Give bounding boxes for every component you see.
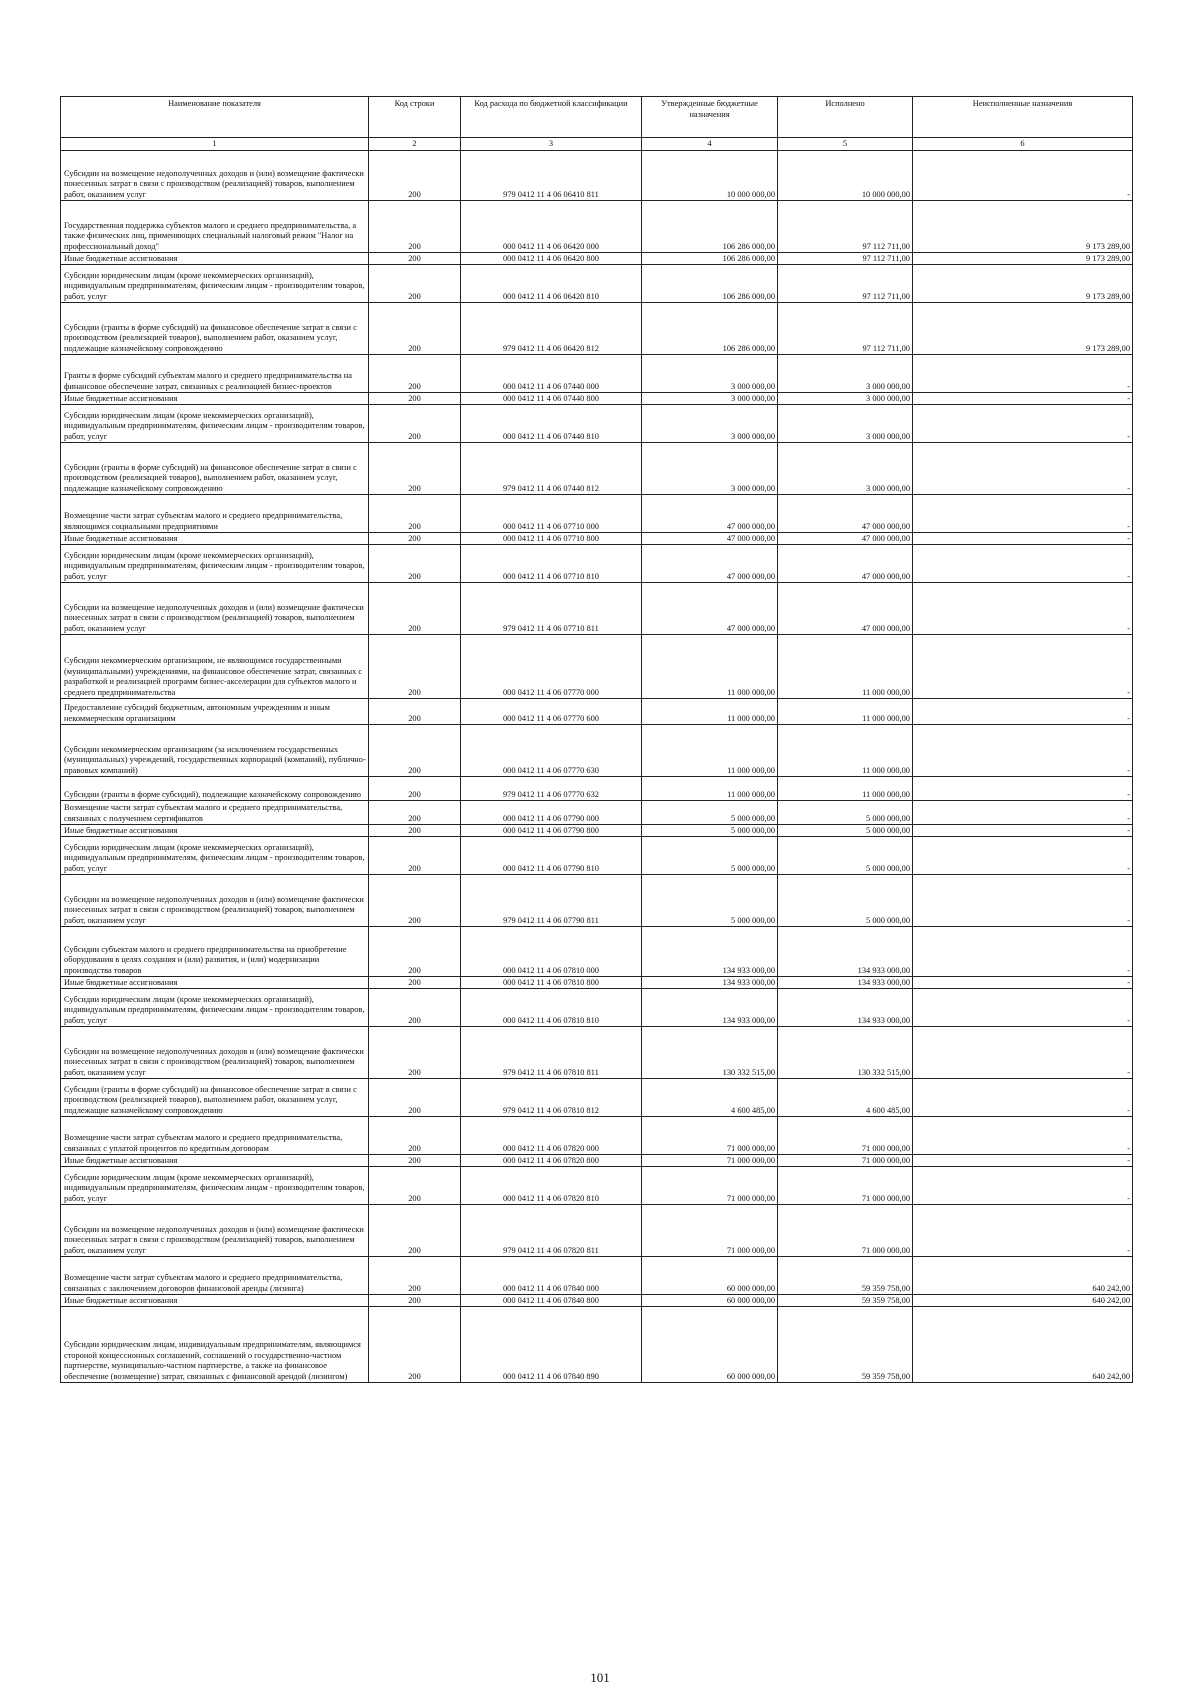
budget-code: 000 0412 11 4 06 07820 000 — [461, 1117, 642, 1155]
budget-code: 000 0412 11 4 06 07710 810 — [461, 545, 642, 583]
line-code: 200 — [369, 801, 461, 825]
executed-amount: 97 112 711,00 — [778, 201, 913, 253]
unexecuted-amount: - — [913, 875, 1133, 927]
executed-amount: 11 000 000,00 — [778, 699, 913, 725]
header-cell: Исполнено — [778, 97, 913, 138]
unexecuted-amount: - — [913, 837, 1133, 875]
budget-code: 000 0412 11 4 06 07840 890 — [461, 1307, 642, 1383]
line-code: 200 — [369, 927, 461, 977]
indicator-name: Субсидии юридическим лицам (кроме некоммерческих организаций), индивидуальным предпринимателям, физическим лицам - производителям товаров, работ, услуг — [61, 989, 369, 1027]
indicator-name: Предоставление субсидий бюджетным, автономным учреждениям и иным некоммерческим организациям — [61, 699, 369, 725]
column-number: 3 — [461, 138, 642, 151]
line-code: 200 — [369, 405, 461, 443]
approved-amount: 47 000 000,00 — [642, 583, 778, 635]
indicator-name: Иные бюджетные ассигнования — [61, 1295, 369, 1307]
unexecuted-amount: - — [913, 989, 1133, 1027]
indicator-name: Субсидии на возмещение недополученных доходов и (или) возмещение фактически понесенных затрат в связи с производством (реализацией) товаров, выполнением работ, оказанием услуг — [61, 1205, 369, 1257]
line-code: 200 — [369, 443, 461, 495]
executed-amount: 47 000 000,00 — [778, 583, 913, 635]
table-row — [61, 777, 1133, 801]
budget-code: 979 0412 11 4 06 06420 812 — [461, 303, 642, 355]
executed-amount: 71 000 000,00 — [778, 1117, 913, 1155]
indicator-name: Возмещение части затрат субъектам малого и среднего предпринимательства, связанных с уплатой процентов по кредитным договорам — [61, 1117, 369, 1155]
executed-amount: 47 000 000,00 — [778, 495, 913, 533]
line-code: 200 — [369, 1205, 461, 1257]
table-row — [61, 1307, 1133, 1383]
table-row — [61, 151, 1133, 201]
budget-code: 000 0412 11 4 06 07770 630 — [461, 725, 642, 777]
line-code: 200 — [369, 303, 461, 355]
header-cell: Наименование показателя — [61, 97, 369, 138]
line-code: 200 — [369, 1117, 461, 1155]
table-row — [61, 1079, 1133, 1117]
line-code: 200 — [369, 583, 461, 635]
table-row — [61, 495, 1133, 533]
executed-amount: 134 933 000,00 — [778, 927, 913, 977]
indicator-name: Субсидии юридическим лицам, индивидуальным предпринимателям, являющимся стороной концессионных соглашений, соглашений о государственно-частном партнерстве, муниципально-частном партнерстве, а также на финансовое обеспечение (возмещение) затрат, связанных с финансовой арендой (лизингом) — [61, 1307, 369, 1383]
unexecuted-amount: 9 173 289,00 — [913, 265, 1133, 303]
unexecuted-amount: 640 242,00 — [913, 1295, 1133, 1307]
approved-amount: 5 000 000,00 — [642, 875, 778, 927]
unexecuted-amount: - — [913, 1167, 1133, 1205]
budget-code: 000 0412 11 4 06 07840 000 — [461, 1257, 642, 1295]
line-code: 200 — [369, 837, 461, 875]
budget-code: 000 0412 11 4 06 07810 000 — [461, 927, 642, 977]
table-row — [61, 545, 1133, 583]
budget-code: 979 0412 11 4 06 07790 811 — [461, 875, 642, 927]
column-number: 6 — [913, 138, 1133, 151]
indicator-name: Иные бюджетные ассигнования — [61, 1155, 369, 1167]
unexecuted-amount: - — [913, 545, 1133, 583]
executed-amount: 71 000 000,00 — [778, 1155, 913, 1167]
approved-amount: 106 286 000,00 — [642, 265, 778, 303]
table-row — [61, 253, 1133, 265]
approved-amount: 10 000 000,00 — [642, 151, 778, 201]
budget-code: 000 0412 11 4 06 07770 600 — [461, 699, 642, 725]
unexecuted-amount: - — [913, 533, 1133, 545]
budget-code: 000 0412 11 4 06 06420 000 — [461, 201, 642, 253]
approved-amount: 71 000 000,00 — [642, 1117, 778, 1155]
budget-code: 979 0412 11 4 06 07440 812 — [461, 443, 642, 495]
line-code: 200 — [369, 265, 461, 303]
executed-amount: 59 359 758,00 — [778, 1307, 913, 1383]
budget-code: 979 0412 11 4 06 07810 812 — [461, 1079, 642, 1117]
indicator-name: Иные бюджетные ассигнования — [61, 253, 369, 265]
indicator-name: Субсидии юридическим лицам (кроме некоммерческих организаций), индивидуальным предпринимателям, физическим лицам - производителям товаров, работ, услуг — [61, 837, 369, 875]
indicator-name: Субсидии юридическим лицам (кроме некоммерческих организаций), индивидуальным предпринимателям, физическим лицам - производителям товаров, работ, услуг — [61, 405, 369, 443]
indicator-name: Возмещение части затрат субъектам малого и среднего предпринимательства, связанных с получением сертификатов — [61, 801, 369, 825]
budget-code: 000 0412 11 4 06 07790 000 — [461, 801, 642, 825]
table-row — [61, 1117, 1133, 1155]
unexecuted-amount: - — [913, 393, 1133, 405]
indicator-name: Субсидии некоммерческим организациям, не являющимся государственными (муниципальными) учреждениями, на финансовое обеспечение затрат, связанных с разработкой и реализацией программ бизнес-акселерации для субъектов малого и среднего предпринимательства — [61, 635, 369, 699]
approved-amount: 71 000 000,00 — [642, 1155, 778, 1167]
approved-amount: 4 600 485,00 — [642, 1079, 778, 1117]
approved-amount: 106 286 000,00 — [642, 201, 778, 253]
line-code: 200 — [369, 393, 461, 405]
executed-amount: 5 000 000,00 — [778, 801, 913, 825]
indicator-name: Субсидии на возмещение недополученных доходов и (или) возмещение фактически понесенных затрат в связи с производством (реализацией) товаров, выполнением работ, оказанием услуг — [61, 151, 369, 201]
executed-amount: 11 000 000,00 — [778, 635, 913, 699]
approved-amount: 71 000 000,00 — [642, 1167, 778, 1205]
indicator-name: Субсидии юридическим лицам (кроме некоммерческих организаций), индивидуальным предпринимателям, физическим лицам - производителям товаров, работ, услуг — [61, 545, 369, 583]
line-code: 200 — [369, 1307, 461, 1383]
table-row — [61, 1027, 1133, 1079]
budget-code: 979 0412 11 4 06 07820 811 — [461, 1205, 642, 1257]
line-code: 200 — [369, 1257, 461, 1295]
budget-code: 000 0412 11 4 06 07820 800 — [461, 1155, 642, 1167]
budget-code: 979 0412 11 4 06 07710 811 — [461, 583, 642, 635]
table-row — [61, 201, 1133, 253]
table-row — [61, 405, 1133, 443]
table-row — [61, 443, 1133, 495]
line-code: 200 — [369, 977, 461, 989]
indicator-name: Субсидии на возмещение недополученных доходов и (или) возмещение фактически понесенных затрат в связи с производством (реализацией) товаров, выполнением работ, оказанием услуг — [61, 1027, 369, 1079]
header-cell: Код расхода по бюджетной классификации — [461, 97, 642, 138]
executed-amount: 97 112 711,00 — [778, 265, 913, 303]
table-row — [61, 801, 1133, 825]
approved-amount: 134 933 000,00 — [642, 977, 778, 989]
indicator-name: Иные бюджетные ассигнования — [61, 977, 369, 989]
approved-amount: 134 933 000,00 — [642, 927, 778, 977]
table-row — [61, 1257, 1133, 1295]
approved-amount: 60 000 000,00 — [642, 1295, 778, 1307]
table-row — [61, 1167, 1133, 1205]
budget-code: 000 0412 11 4 06 07790 810 — [461, 837, 642, 875]
approved-amount: 47 000 000,00 — [642, 545, 778, 583]
executed-amount: 130 332 515,00 — [778, 1027, 913, 1079]
header-cell: Утвержденные бюджетные назначения — [642, 97, 778, 138]
executed-amount: 10 000 000,00 — [778, 151, 913, 201]
approved-amount: 11 000 000,00 — [642, 699, 778, 725]
table-row — [61, 977, 1133, 989]
table-row — [61, 1155, 1133, 1167]
unexecuted-amount: - — [913, 1027, 1133, 1079]
line-code: 200 — [369, 201, 461, 253]
approved-amount: 11 000 000,00 — [642, 777, 778, 801]
indicator-name: Субсидии на возмещение недополученных доходов и (или) возмещение фактически понесенных затрат в связи с производством (реализацией) товаров, выполнением работ, оказанием услуг — [61, 583, 369, 635]
approved-amount: 3 000 000,00 — [642, 443, 778, 495]
table-row — [61, 1295, 1133, 1307]
budget-code: 000 0412 11 4 06 07770 000 — [461, 635, 642, 699]
indicator-name: Иные бюджетные ассигнования — [61, 825, 369, 837]
approved-amount: 5 000 000,00 — [642, 801, 778, 825]
indicator-name: Возмещение части затрат субъектам малого и среднего предпринимательства, являющимся социальными предприятиями — [61, 495, 369, 533]
table-row — [61, 265, 1133, 303]
budget-code: 000 0412 11 4 06 07440 800 — [461, 393, 642, 405]
line-code: 200 — [369, 825, 461, 837]
unexecuted-amount: - — [913, 151, 1133, 201]
indicator-name: Субсидии юридическим лицам (кроме некоммерческих организаций), индивидуальным предпринимателям, физическим лицам - производителям товаров, работ, услуг — [61, 265, 369, 303]
approved-amount: 47 000 000,00 — [642, 495, 778, 533]
unexecuted-amount: - — [913, 583, 1133, 635]
indicator-name: Субсидии юридическим лицам (кроме некоммерческих организаций), индивидуальным предпринимателям, физическим лицам - производителям товаров, работ, услуг — [61, 1167, 369, 1205]
indicator-name: Субсидии (гранты в форме субсидий), подлежащие казначейскому сопровождению — [61, 777, 369, 801]
table-row — [61, 699, 1133, 725]
executed-amount: 11 000 000,00 — [778, 777, 913, 801]
table-row — [61, 927, 1133, 977]
unexecuted-amount: - — [913, 1205, 1133, 1257]
unexecuted-amount: - — [913, 355, 1133, 393]
unexecuted-amount: - — [913, 927, 1133, 977]
line-code: 200 — [369, 699, 461, 725]
header-row — [61, 97, 1133, 138]
column-number: 2 — [369, 138, 461, 151]
indicator-name: Государственная поддержка субъектов малого и среднего предпринимательства, а также физических лиц, применяющих специальный налоговый режим "Налог на профессиональный доход" — [61, 201, 369, 253]
table-row — [61, 355, 1133, 393]
table-row — [61, 725, 1133, 777]
executed-amount: 47 000 000,00 — [778, 533, 913, 545]
executed-amount: 59 359 758,00 — [778, 1295, 913, 1307]
indicator-name: Субсидии некоммерческим организациям (за исключением государственных (муниципальных) учреждений, государственных корпораций (компаний), публично-правовых компаний) — [61, 725, 369, 777]
line-code: 200 — [369, 545, 461, 583]
line-code: 200 — [369, 1027, 461, 1079]
executed-amount: 134 933 000,00 — [778, 989, 913, 1027]
column-number: 4 — [642, 138, 778, 151]
line-code: 200 — [369, 1167, 461, 1205]
budget-code: 000 0412 11 4 06 06420 810 — [461, 265, 642, 303]
executed-amount: 5 000 000,00 — [778, 875, 913, 927]
line-code: 200 — [369, 495, 461, 533]
line-code: 200 — [369, 1155, 461, 1167]
unexecuted-amount: - — [913, 443, 1133, 495]
unexecuted-amount: 640 242,00 — [913, 1307, 1133, 1383]
table-body — [61, 151, 1133, 1383]
approved-amount: 3 000 000,00 — [642, 355, 778, 393]
budget-code: 979 0412 11 4 06 07770 632 — [461, 777, 642, 801]
approved-amount: 3 000 000,00 — [642, 393, 778, 405]
approved-amount: 11 000 000,00 — [642, 635, 778, 699]
table-row — [61, 393, 1133, 405]
line-code: 200 — [369, 151, 461, 201]
unexecuted-amount: - — [913, 825, 1133, 837]
indicator-name: Субсидии на возмещение недополученных доходов и (или) возмещение фактически понесенных затрат в связи с производством (реализацией) товаров, выполнением работ, оказанием услуг — [61, 875, 369, 927]
budget-table — [60, 96, 1133, 1383]
indicator-name: Субсидии субъектам малого и среднего предпринимательства на приобретение оборудования в целях создания и (или) развития, и (или) модернизации производства товаров — [61, 927, 369, 977]
budget-code: 000 0412 11 4 06 07790 800 — [461, 825, 642, 837]
line-code: 200 — [369, 1079, 461, 1117]
unexecuted-amount: - — [913, 1155, 1133, 1167]
table-row — [61, 837, 1133, 875]
indicator-name: Гранты в форме субсидий субъектам малого и среднего предпринимательства на финансовое обеспечение затрат, связанных с реализацией бизнес-проектов — [61, 355, 369, 393]
indicator-name: Возмещение части затрат субъектам малого и среднего предпринимательства, связанных с заключением договоров финансовой аренды (лизинга) — [61, 1257, 369, 1295]
executed-amount: 59 359 758,00 — [778, 1257, 913, 1295]
executed-amount: 3 000 000,00 — [778, 405, 913, 443]
budget-code: 000 0412 11 4 06 07840 800 — [461, 1295, 642, 1307]
budget-code: 000 0412 11 4 06 06420 800 — [461, 253, 642, 265]
line-code: 200 — [369, 875, 461, 927]
line-code: 200 — [369, 777, 461, 801]
executed-amount: 97 112 711,00 — [778, 303, 913, 355]
executed-amount: 71 000 000,00 — [778, 1167, 913, 1205]
executed-amount: 3 000 000,00 — [778, 355, 913, 393]
unexecuted-amount: 9 173 289,00 — [913, 253, 1133, 265]
executed-amount: 134 933 000,00 — [778, 977, 913, 989]
table-row — [61, 825, 1133, 837]
table-row — [61, 635, 1133, 699]
executed-amount: 97 112 711,00 — [778, 253, 913, 265]
executed-amount: 4 600 485,00 — [778, 1079, 913, 1117]
line-code: 200 — [369, 533, 461, 545]
approved-amount: 134 933 000,00 — [642, 989, 778, 1027]
unexecuted-amount: - — [913, 635, 1133, 699]
executed-amount: 5 000 000,00 — [778, 825, 913, 837]
budget-code: 000 0412 11 4 06 07710 000 — [461, 495, 642, 533]
budget-code: 000 0412 11 4 06 07440 000 — [461, 355, 642, 393]
approved-amount: 5 000 000,00 — [642, 837, 778, 875]
line-code: 200 — [369, 253, 461, 265]
approved-amount: 60 000 000,00 — [642, 1307, 778, 1383]
budget-code: 000 0412 11 4 06 07810 810 — [461, 989, 642, 1027]
column-number: 1 — [61, 138, 369, 151]
table-row — [61, 533, 1133, 545]
budget-code: 000 0412 11 4 06 07710 800 — [461, 533, 642, 545]
executed-amount: 3 000 000,00 — [778, 393, 913, 405]
executed-amount: 3 000 000,00 — [778, 443, 913, 495]
approved-amount: 5 000 000,00 — [642, 825, 778, 837]
unexecuted-amount: 9 173 289,00 — [913, 201, 1133, 253]
report-page — [60, 96, 1132, 1383]
approved-amount: 47 000 000,00 — [642, 533, 778, 545]
approved-amount: 106 286 000,00 — [642, 303, 778, 355]
unexecuted-amount: - — [913, 495, 1133, 533]
table-row — [61, 989, 1133, 1027]
line-code: 200 — [369, 989, 461, 1027]
unexecuted-amount: - — [913, 1079, 1133, 1117]
header-cell: Код строки — [369, 97, 461, 138]
line-code: 200 — [369, 1295, 461, 1307]
approved-amount: 60 000 000,00 — [642, 1257, 778, 1295]
budget-code: 000 0412 11 4 06 07810 800 — [461, 977, 642, 989]
column-number-row — [61, 138, 1133, 151]
line-code: 200 — [369, 635, 461, 699]
approved-amount: 130 332 515,00 — [642, 1027, 778, 1079]
table-row — [61, 1205, 1133, 1257]
header-cell: Неисполненные назначения — [913, 97, 1133, 138]
column-number: 5 — [778, 138, 913, 151]
unexecuted-amount: 9 173 289,00 — [913, 303, 1133, 355]
budget-code: 979 0412 11 4 06 06410 811 — [461, 151, 642, 201]
indicator-name: Иные бюджетные ассигнования — [61, 393, 369, 405]
unexecuted-amount: - — [913, 801, 1133, 825]
budget-code: 979 0412 11 4 06 07810 811 — [461, 1027, 642, 1079]
executed-amount: 71 000 000,00 — [778, 1205, 913, 1257]
indicator-name: Субсидии (гранты в форме субсидий) на финансовое обеспечение затрат в связи с производством (реализацией товаров), выполнением работ, оказанием услуг, подлежащие казначейскому сопровождению — [61, 443, 369, 495]
budget-code: 000 0412 11 4 06 07440 810 — [461, 405, 642, 443]
unexecuted-amount: - — [913, 977, 1133, 989]
approved-amount: 106 286 000,00 — [642, 253, 778, 265]
line-code: 200 — [369, 725, 461, 777]
executed-amount: 47 000 000,00 — [778, 545, 913, 583]
budget-code: 000 0412 11 4 06 07820 810 — [461, 1167, 642, 1205]
table-row — [61, 303, 1133, 355]
table-row — [61, 875, 1133, 927]
unexecuted-amount: - — [913, 405, 1133, 443]
line-code: 200 — [369, 355, 461, 393]
unexecuted-amount: - — [913, 699, 1133, 725]
unexecuted-amount: - — [913, 1117, 1133, 1155]
page-number: 101 — [590, 1670, 610, 1685]
unexecuted-amount: - — [913, 725, 1133, 777]
table-row — [61, 583, 1133, 635]
approved-amount: 71 000 000,00 — [642, 1205, 778, 1257]
unexecuted-amount: 640 242,00 — [913, 1257, 1133, 1295]
executed-amount: 11 000 000,00 — [778, 725, 913, 777]
executed-amount: 5 000 000,00 — [778, 837, 913, 875]
unexecuted-amount: - — [913, 777, 1133, 801]
approved-amount: 11 000 000,00 — [642, 725, 778, 777]
indicator-name: Субсидии (гранты в форме субсидий) на финансовое обеспечение затрат в связи с производством (реализацией товаров), выполнением работ, оказанием услуг, подлежащие казначейскому сопровождению — [61, 1079, 369, 1117]
indicator-name: Субсидии (гранты в форме субсидий) на финансовое обеспечение затрат в связи с производством (реализацией товаров), выполнением работ, оказанием услуг, подлежащие казначейскому сопровождению — [61, 303, 369, 355]
indicator-name: Иные бюджетные ассигнования — [61, 533, 369, 545]
approved-amount: 3 000 000,00 — [642, 405, 778, 443]
